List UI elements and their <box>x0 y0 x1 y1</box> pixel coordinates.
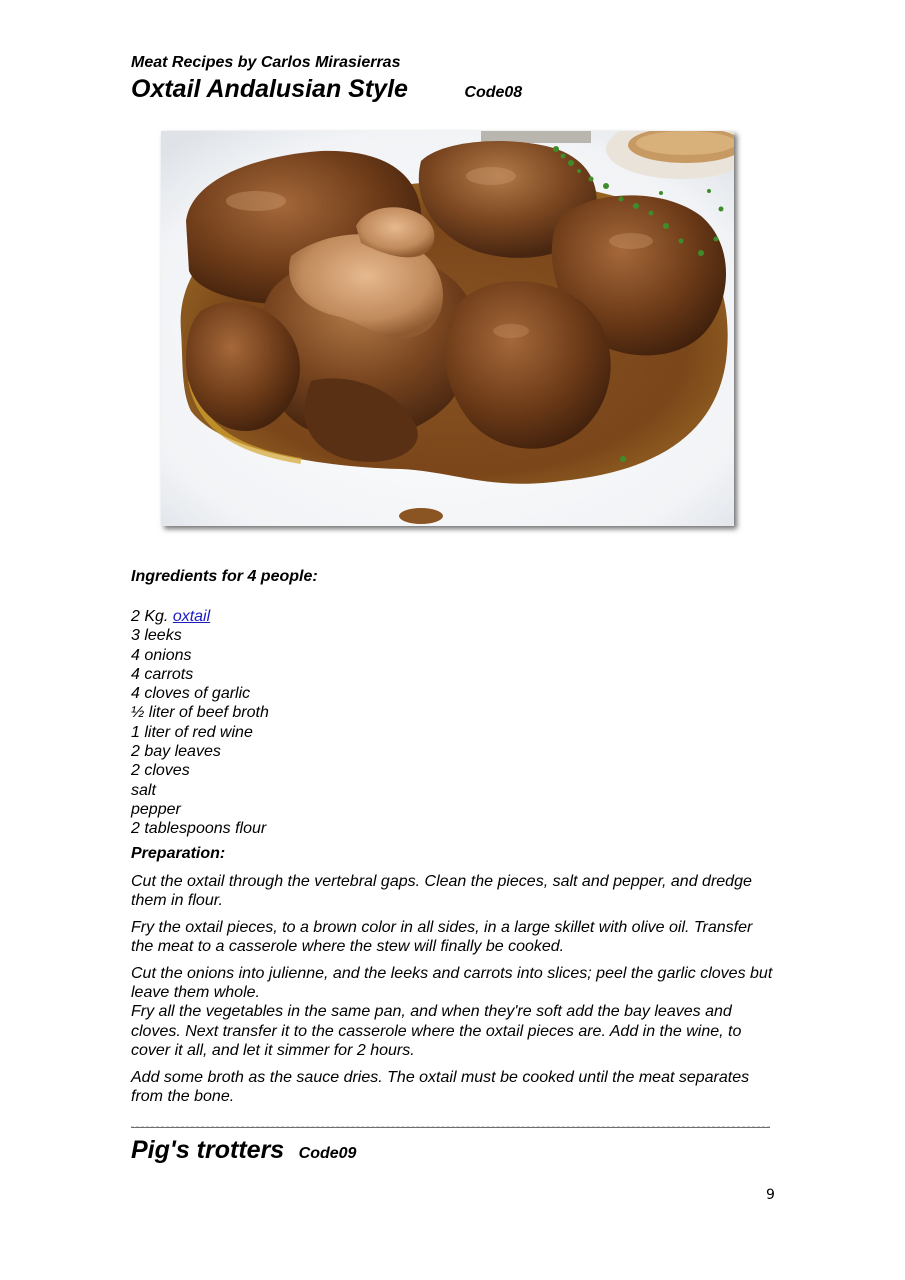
preparation-heading: Preparation: <box>131 845 226 862</box>
ingredient-item: 2 bay leaves <box>131 743 221 761</box>
oxtail-stew-photo <box>161 131 734 526</box>
oxtail-link[interactable]: oxtail <box>172 608 211 625</box>
preparation-steps <box>131 872 776 1113</box>
recipe-code: Code08 <box>464 84 523 101</box>
section-divider <box>131 1127 770 1128</box>
ingredient-item <box>131 607 269 626</box>
next-recipe-title-row <box>131 1136 356 1165</box>
ingredient-item: salt <box>131 781 156 799</box>
ingredient-item: 4 cloves of garlic <box>131 685 251 703</box>
ingredient-item: 4 carrots <box>131 665 194 683</box>
next-recipe-code: Code09 <box>298 1145 357 1162</box>
recipe-title: Oxtail Andalusian Style <box>131 75 408 103</box>
ingredients-list <box>131 607 269 839</box>
preparation-paragraph: Cut the oxtail through the vertebral gaps. Clean the pieces, salt and pepper, and dredge them in flour. <box>131 873 752 910</box>
ingredient-item: 1 liter of red wine <box>131 723 253 741</box>
ingredient-item: ½ liter of beef broth <box>131 704 269 722</box>
ingredient-item: 4 onions <box>131 646 192 664</box>
ingredients-heading: Ingredients for 4 people: <box>131 568 318 585</box>
preparation-paragraph: Cut the onions into julienne, and the leeks and carrots into slices; peel the garlic cloves but leave them whole. <box>131 964 773 1002</box>
book-author-line: Meat Recipes by Carlos Mirasierras <box>131 54 401 71</box>
ingredient-item: 2 tablespoons flour <box>131 820 267 838</box>
ingredient-item: 2 cloves <box>131 762 190 780</box>
stew-illustration <box>161 131 734 526</box>
preparation-paragraph: Fry the oxtail pieces, to a brown color in all sides, in a large skillet with olive oil. Transfer the meat to a casserole where the stew will finally be cooked. <box>131 918 753 956</box>
next-recipe-title: Pig's trotters <box>131 1136 285 1164</box>
ingredient-item: 3 leeks <box>131 627 182 645</box>
recipe-title-row <box>131 75 522 104</box>
preparation-paragraph: Fry all the vegetables in the same pan, and when they're soft add the bay leaves and cloves. Next transfer it to the casserole where the oxtail pieces are. Add in the wine, to cover it all, and let it simmer for 2 hours. <box>131 1003 742 1060</box>
page-number: 9 <box>766 1187 775 1203</box>
preparation-paragraph: Add some broth as the sauce dries. The oxtail must be cooked until the meat separates from the bone. <box>131 1068 750 1106</box>
ingredient-item: pepper <box>131 800 181 818</box>
ingredient-quantity: 2 Kg. <box>131 608 173 625</box>
